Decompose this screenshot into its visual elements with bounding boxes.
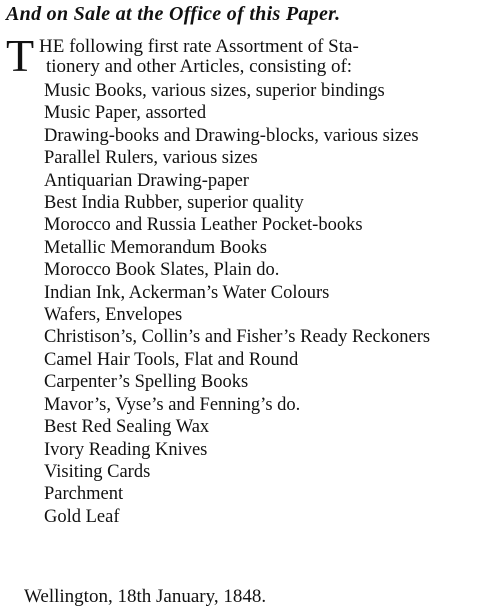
- list-item: [0, 394, 484, 416]
- item-text: Best Red Sealing Wax: [44, 417, 210, 438]
- item-text: Christison’s, Collin’s and Fisher’s Ready Reckoners: [44, 327, 431, 348]
- list-item: [0, 259, 484, 281]
- list-item: [0, 102, 484, 124]
- item-text: Wafers, Envelopes: [44, 305, 183, 326]
- list-item: [0, 461, 484, 483]
- item-text: Parchment: [44, 484, 124, 505]
- list-item: [0, 214, 484, 236]
- stationery-item-list: [0, 80, 489, 528]
- list-item: [0, 125, 484, 147]
- list-item: [0, 506, 484, 528]
- list-item: [0, 439, 484, 461]
- list-item: [0, 416, 484, 438]
- list-item: [0, 147, 484, 169]
- list-item: [0, 80, 484, 102]
- item-text: Morocco Book Slates, Plain do.: [44, 260, 280, 281]
- item-text: Antiquarian Drawing-paper: [44, 170, 249, 191]
- intro-line-1: HE following first rate Assortment of Sta-: [39, 36, 359, 57]
- list-item: [0, 282, 484, 304]
- list-item: [0, 170, 484, 192]
- item-text: Indian Ink, Ackerman’s Water Colours: [44, 282, 330, 303]
- item-text: Camel Hair Tools, Flat and Round: [44, 349, 299, 370]
- item-text: Parallel Rulers, various sizes: [44, 148, 258, 169]
- list-item: [0, 326, 484, 348]
- list-item: [0, 192, 484, 214]
- item-text: Metallic Memorandum Books: [44, 237, 267, 258]
- list-item: [0, 371, 484, 393]
- item-text: Drawing-books and Drawing-blocks, various sizes: [44, 125, 419, 146]
- advertisement-heading: And on Sale at the Office of this Paper.: [6, 3, 341, 25]
- item-text: Gold Leaf: [44, 506, 120, 527]
- item-text: Music Paper, assorted: [44, 103, 207, 124]
- intro-line-2: tionery and other Articles, consisting of:: [46, 56, 353, 77]
- item-text: Ivory Reading Knives: [44, 439, 208, 460]
- list-item: [0, 349, 484, 371]
- item-text: Best India Rubber, superior quality: [44, 193, 304, 214]
- item-text: Morocco and Russia Leather Pocket-books: [44, 215, 363, 236]
- list-item: [0, 237, 484, 259]
- list-item: [0, 483, 484, 505]
- intro-paragraph: [6, 30, 486, 81]
- item-text: Music Books, various sizes, superior bindings: [44, 81, 385, 101]
- item-text: Carpenter’s Spelling Books: [44, 372, 249, 393]
- item-text: Mavor’s, Vyse’s and Fenning’s do.: [44, 394, 301, 415]
- signoff-dateline: Wellington, 18th January, 1848.: [24, 586, 267, 607]
- drop-cap-letter: T: [6, 30, 35, 81]
- item-text: Visiting Cards: [44, 461, 151, 482]
- list-item: [0, 304, 484, 326]
